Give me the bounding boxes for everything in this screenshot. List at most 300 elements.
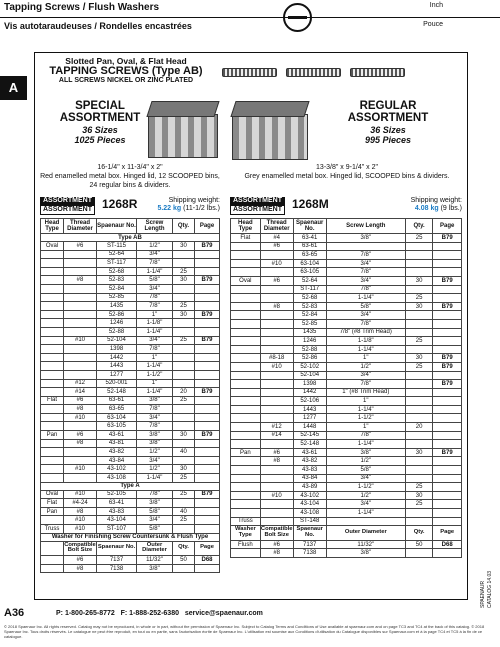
table-cell: 3/4" (137, 413, 173, 422)
table-cell: B79 (195, 310, 220, 319)
table-cell (41, 302, 64, 311)
table-cell (195, 413, 220, 422)
table-cell (195, 284, 220, 293)
table-cell: 5/8" (137, 507, 173, 516)
table-cell (231, 474, 261, 483)
table-cell: 63-105 (293, 268, 326, 277)
table-row (231, 380, 462, 389)
table-cell (173, 353, 195, 362)
table-row (41, 474, 220, 483)
table-row (231, 242, 462, 251)
table-row (41, 456, 220, 465)
table-cell: 3/8" (137, 564, 173, 573)
table-cell: 30 (405, 448, 433, 457)
table-cell (173, 362, 195, 371)
page-title-fr: Vis autotaraudeuses / Rondelles encastrées (4, 21, 192, 31)
catalog-rail (470, 520, 496, 610)
table-row (41, 533, 220, 541)
table-cell: 3/8" (137, 499, 173, 508)
table-row (41, 267, 220, 276)
table-cell (64, 327, 97, 336)
table-cell (41, 474, 64, 483)
phone-number[interactable]: P: 1-800-265-8772 (56, 610, 115, 617)
table-cell (260, 517, 293, 526)
table-cell: 1-1/8" (326, 337, 405, 346)
table-cell (326, 517, 405, 526)
table-cell: 63-41 (293, 234, 326, 243)
table-cell: 43-104 (293, 500, 326, 509)
table-cell (231, 302, 261, 311)
table-cell: 40 (173, 507, 195, 516)
left-kit-name-l1: SPECIAL (75, 100, 125, 112)
right-kit-name-l1: REGULAR (359, 100, 417, 112)
table-cell: 1/2" (137, 242, 173, 251)
table-row (231, 311, 462, 320)
screw-flat-icon (286, 68, 341, 77)
table-cell (231, 380, 261, 389)
table-cell: #4 (260, 234, 293, 243)
table-row (41, 439, 220, 448)
table-cell (433, 440, 462, 449)
left-kit-image (148, 114, 218, 158)
table-cell: #8 (64, 564, 97, 573)
table-cell: 1" (137, 379, 173, 388)
table-cell (64, 267, 97, 276)
table-cell: 7/8" (137, 422, 173, 431)
right-kit-dims: 13-3/8" x 9-1/4" x 2" (316, 164, 378, 171)
left-ship-alt: (11-1/2 lbs.) (183, 205, 220, 213)
table-cell: Oval (41, 242, 64, 251)
blank-cell (41, 564, 64, 573)
table-cell: 1-1/4" (326, 405, 405, 414)
table-cell: 30 (173, 431, 195, 440)
table-cell: 30 (405, 491, 433, 500)
column-header: Thread Diameter (64, 219, 97, 234)
table-cell: 50 (173, 556, 195, 565)
table-row (231, 423, 462, 432)
table-cell: 43-84 (293, 474, 326, 483)
table-cell: 1-1/4" (137, 327, 173, 336)
table-cell: #10 (64, 490, 97, 499)
left-parts-table (40, 218, 220, 573)
column-header: Qty. (405, 526, 433, 541)
table-cell: 52-83 (97, 276, 137, 285)
table-cell: 43-102 (97, 465, 137, 474)
table-cell (433, 268, 462, 277)
table-cell (195, 525, 220, 534)
table-cell (195, 319, 220, 328)
table-cell: 7/8" (137, 293, 173, 302)
right-kit-name-l2: ASSORTMENT (347, 112, 429, 125)
right-assortment-label: ASSORTMENT (230, 197, 285, 205)
table-row (41, 353, 220, 362)
table-cell (195, 379, 220, 388)
table-cell (260, 285, 293, 294)
table-cell (195, 362, 220, 371)
table-cell (64, 422, 97, 431)
table-cell: 1" (137, 353, 173, 362)
table-cell: Flat (41, 396, 64, 405)
table-row (41, 259, 220, 268)
table-cell (433, 423, 462, 432)
left-kit-name (40, 100, 160, 145)
table-cell: #8 (64, 439, 97, 448)
table-cell (173, 379, 195, 388)
table-cell (433, 328, 462, 337)
table-row (41, 465, 220, 474)
table-cell (173, 293, 195, 302)
table-cell: 52-84 (97, 284, 137, 293)
table-cell: B79 (433, 234, 462, 243)
table-cell: 1435 (97, 302, 137, 311)
table-cell: 1277 (97, 370, 137, 379)
table-cell: 3/4" (137, 284, 173, 293)
table-cell: B79 (433, 302, 462, 311)
table-cell: Truss (41, 525, 64, 534)
left-kit-sizes: 36 Sizes (82, 125, 118, 136)
table-cell (41, 327, 64, 336)
table-cell: 5/8" (326, 302, 405, 311)
table-cell (433, 311, 462, 320)
left-kit-name-l2: ASSORTMENT (59, 112, 141, 125)
table-row (41, 319, 220, 328)
washer-header (41, 541, 220, 556)
table-cell: 25 (405, 483, 433, 492)
table-cell: 52-64 (293, 276, 326, 285)
table-cell: 20 (173, 388, 195, 397)
table-cell (433, 259, 462, 268)
left-kit-box: Red enamelled metal box. Hinged lid, 12 SCOOPED bins, 24 regular bins & dividers. (40, 172, 220, 189)
table-cell (433, 294, 462, 303)
table-row (231, 448, 462, 457)
table-cell (173, 250, 195, 259)
table-cell (405, 474, 433, 483)
table-cell: 20 (405, 423, 433, 432)
table-cell (260, 251, 293, 260)
table-cell: #6 (64, 242, 97, 251)
table-cell: #10 (64, 525, 97, 534)
units-label-fr: Pouce (423, 21, 443, 28)
right-kit-desc (232, 164, 462, 182)
table-cell: #6 (64, 431, 97, 440)
column-header: Spaenaur No. (293, 526, 326, 541)
table-cell (405, 319, 433, 328)
table-cell (260, 345, 293, 354)
table-cell: 52-86 (293, 354, 326, 363)
table-cell (260, 440, 293, 449)
table-cell: #10 (64, 465, 97, 474)
table-cell: Flat (231, 234, 261, 243)
table-cell: #12 (64, 379, 97, 388)
table-cell: #8 (64, 405, 97, 414)
table-row (231, 371, 462, 380)
table-cell (173, 259, 195, 268)
table-cell: B79 (195, 276, 220, 285)
table-cell: 1/2" (137, 465, 173, 474)
table-cell: 1" (326, 397, 405, 406)
table-cell (195, 370, 220, 379)
table-row (231, 483, 462, 492)
table-cell: 63-65 (293, 251, 326, 260)
table-cell: D68 (433, 540, 462, 549)
table-cell (195, 293, 220, 302)
table-cell: 3/8" (326, 549, 405, 558)
table-cell (405, 440, 433, 449)
screw-oval-icon (350, 68, 405, 77)
slotted-head-icon (283, 3, 312, 32)
table-cell (260, 483, 293, 492)
table-cell (41, 456, 64, 465)
table-cell: #10 (260, 362, 293, 371)
table-cell: B79 (433, 362, 462, 371)
table-cell (405, 466, 433, 475)
column-header: Page (433, 219, 462, 234)
table-cell (260, 294, 293, 303)
table-cell (260, 474, 293, 483)
table-cell (405, 405, 433, 414)
table-cell: 7/8" (#8 Trim Head) (326, 328, 405, 337)
table-cell: 30 (173, 242, 195, 251)
table-cell: 25 (405, 294, 433, 303)
table-cell: #6 (64, 396, 97, 405)
table-cell: 43-61 (97, 431, 137, 440)
table-cell (260, 319, 293, 328)
table-row (41, 413, 220, 422)
table-cell (405, 345, 433, 354)
table-cell (64, 370, 97, 379)
table-row (41, 293, 220, 302)
table-cell (41, 345, 64, 354)
table-cell: 25 (173, 336, 195, 345)
table-cell: #14 (260, 431, 293, 440)
table-cell (173, 319, 195, 328)
table-cell (41, 379, 64, 388)
table-header (41, 219, 220, 234)
table-cell (231, 371, 261, 380)
table-cell (433, 509, 462, 518)
table-cell (260, 397, 293, 406)
table-cell: #4-24 (64, 499, 97, 508)
table-cell: 1398 (293, 380, 326, 389)
left-assortment-code: 1268R (102, 197, 138, 211)
table-cell: 52-68 (293, 294, 326, 303)
table-cell (231, 311, 261, 320)
table-cell (41, 422, 64, 431)
table-cell (231, 509, 261, 518)
left-kit-pieces: 1025 Pieces (74, 134, 126, 145)
table-cell (195, 456, 220, 465)
table-cell: ST-117 (293, 285, 326, 294)
table-cell: 1246 (97, 319, 137, 328)
table-cell: #6 (260, 276, 293, 285)
table-cell: 1442 (97, 353, 137, 362)
left-kit-dims: 16-1/4" x 11-3/4" x 2" (97, 164, 163, 171)
table-row (41, 250, 220, 259)
table-cell: 43-104 (97, 516, 137, 525)
table-cell (326, 242, 405, 251)
table-cell (195, 448, 220, 457)
table-cell (231, 362, 261, 371)
table-cell: 1" (#8 Trim Head) (326, 388, 405, 397)
page-title: Tapping Screws / Flush Washers (4, 2, 160, 13)
table-cell: 52-88 (293, 345, 326, 354)
table-cell: 52-104 (97, 336, 137, 345)
table-cell (195, 327, 220, 336)
table-cell (231, 251, 261, 260)
table-cell: 7137 (293, 540, 326, 549)
table-cell: 1/2" (326, 457, 405, 466)
table-cell: B79 (195, 336, 220, 345)
table-cell: 3/4" (326, 500, 405, 509)
table-cell: 1/2" (326, 362, 405, 371)
table-row (231, 466, 462, 475)
table-cell: 1-1/4" (137, 474, 173, 483)
table-row (231, 319, 462, 328)
table-cell: 1-1/4" (137, 362, 173, 371)
table-cell: Flat (41, 499, 64, 508)
right-assortment-code: 1268M (292, 197, 329, 211)
table-cell (195, 465, 220, 474)
table-cell: 3/4" (326, 474, 405, 483)
table-row (41, 276, 220, 285)
table-row (41, 422, 220, 431)
email-link[interactable]: service@spaenaur.com (184, 610, 263, 617)
table-row (231, 431, 462, 440)
table-cell (195, 516, 220, 525)
table-cell: 3/4" (137, 336, 173, 345)
table-row (41, 284, 220, 293)
blank-cell (41, 556, 64, 565)
table-cell: 43-83 (293, 466, 326, 475)
table-cell (231, 414, 261, 423)
right-ship-alt: (9 lbs.) (440, 205, 462, 213)
table-cell (195, 250, 220, 259)
table-cell: ST-117 (97, 259, 137, 268)
table-cell: 1277 (293, 414, 326, 423)
table-cell: 7/8" (326, 431, 405, 440)
table-cell (433, 285, 462, 294)
table-cell (231, 440, 261, 449)
table-cell (231, 423, 261, 432)
table-cell: 1" (326, 354, 405, 363)
table-row (231, 397, 462, 406)
table-cell: B79 (195, 431, 220, 440)
left-assortment-label: ASSORTMENT (40, 197, 95, 205)
table-cell (173, 456, 195, 465)
right-assortment-label2: ASSORTMENT (230, 205, 285, 215)
table-row (231, 474, 462, 483)
table-cell (41, 370, 64, 379)
table-cell: B79 (433, 354, 462, 363)
table-cell (195, 302, 220, 311)
table-cell: 11/32" (137, 556, 173, 565)
right-shipping (380, 197, 462, 214)
table-cell: B79 (195, 388, 220, 397)
table-row (41, 499, 220, 508)
table-cell (41, 353, 64, 362)
table-cell: 3/4" (326, 259, 405, 268)
table-row (41, 302, 220, 311)
table-cell: 25 (173, 490, 195, 499)
table-cell (433, 405, 462, 414)
table-cell (64, 259, 97, 268)
table-row (231, 414, 462, 423)
table-cell: 25 (405, 362, 433, 371)
table-cell (41, 250, 64, 259)
units-label: Inch (429, 2, 443, 9)
table-row (41, 370, 220, 379)
table-cell (64, 353, 97, 362)
table-cell: 1398 (97, 345, 137, 354)
table-cell: 7/8" (137, 490, 173, 499)
table-cell: #10 (260, 491, 293, 500)
table-cell: 30 (405, 302, 433, 311)
right-kit-box: Grey enamelled metal box. Hinged lid, SCOOPED bins & dividers. (244, 172, 450, 180)
table-cell (231, 242, 261, 251)
table-cell (231, 466, 261, 475)
column-header: Compatible Bolt Size (64, 541, 97, 556)
table-cell (260, 509, 293, 518)
table-cell: 1-1/8" (137, 319, 173, 328)
table-row (41, 482, 220, 490)
table-cell: 25 (173, 267, 195, 276)
table-row (41, 405, 220, 414)
table-cell: 25 (173, 474, 195, 483)
washer-row (41, 564, 220, 573)
table-cell: 25 (405, 337, 433, 346)
table-row (41, 490, 220, 499)
table-cell (41, 448, 64, 457)
table-cell (41, 405, 64, 414)
table-cell (433, 431, 462, 440)
table-cell (260, 405, 293, 414)
table-cell (433, 251, 462, 260)
table-row (231, 276, 462, 285)
table-cell: 52-85 (97, 293, 137, 302)
table-cell: 3/8" (326, 448, 405, 457)
table-cell (41, 413, 64, 422)
table-cell (405, 311, 433, 320)
product-name: TAPPING SCREWS (Type AB) (49, 64, 203, 77)
table-cell (260, 466, 293, 475)
table-cell: 52-102 (293, 362, 326, 371)
column-header: Page (195, 541, 220, 556)
table-cell (405, 285, 433, 294)
table-cell (41, 267, 64, 276)
table-cell (173, 499, 195, 508)
table-cell: 11/32" (326, 540, 405, 549)
table-cell: Oval (41, 490, 64, 499)
column-header: Screw Length (137, 219, 173, 234)
table-cell (195, 267, 220, 276)
table-cell (64, 302, 97, 311)
table-cell: 1-1/2" (137, 370, 173, 379)
table-cell: 52-84 (293, 311, 326, 320)
section-row: Type A (41, 482, 220, 490)
table-cell: 1/2" (326, 491, 405, 500)
table-cell (231, 328, 261, 337)
table-cell: 7/8" (137, 345, 173, 354)
table-cell: #6 (64, 556, 97, 565)
right-kit-name (318, 100, 458, 145)
table-cell (231, 500, 261, 509)
table-cell: 63-61 (97, 396, 137, 405)
table-cell (231, 285, 261, 294)
table-cell: #8 (260, 457, 293, 466)
table-cell (195, 396, 220, 405)
table-cell (433, 371, 462, 380)
table-cell: 52-83 (293, 302, 326, 311)
